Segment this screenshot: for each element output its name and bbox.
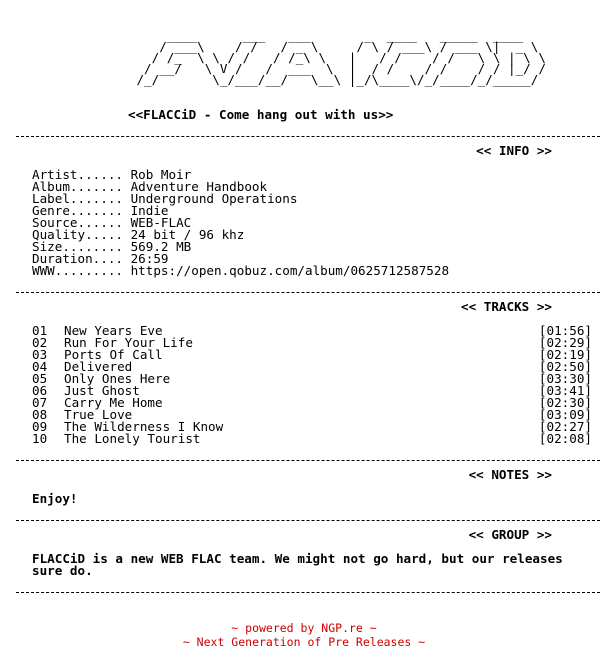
divider — [16, 520, 600, 521]
info-row — [32, 239, 192, 254]
info-row — [32, 251, 169, 266]
track-number: 10 — [32, 431, 48, 446]
track-title: Just Ghost — [64, 383, 140, 398]
track-row — [32, 407, 592, 422]
divider — [16, 136, 600, 137]
track-duration: [02:30] — [538, 395, 592, 410]
track-duration: [02:50] — [538, 359, 592, 374]
track-duration: [01:56] — [538, 323, 592, 338]
track-number: 04 — [32, 359, 48, 374]
track-row — [32, 419, 592, 434]
track-number: 05 — [32, 371, 48, 386]
track-number: 02 — [32, 335, 48, 350]
info-row — [32, 167, 192, 182]
section-header-info: << INFO >> — [476, 143, 552, 158]
track-duration: [03:41] — [538, 383, 592, 398]
track-number: 06 — [32, 383, 48, 398]
info-value: WEB-FLAC — [130, 215, 192, 230]
track-duration: [02:08] — [538, 431, 592, 446]
track-duration: [02:29] — [538, 335, 592, 350]
section-header-notes: << NOTES >> — [468, 467, 552, 482]
section-header-group: << GROUP >> — [468, 527, 552, 542]
info-value: 24 bit / 96 khz — [130, 227, 245, 242]
info-value: 26:59 — [130, 251, 169, 266]
info-value: https://open.qobuz.com/album/0625712587528 — [130, 263, 450, 278]
info-row — [32, 203, 169, 218]
track-row — [32, 359, 592, 374]
track-number: 07 — [32, 395, 48, 410]
divider — [16, 592, 600, 593]
track-row — [32, 383, 592, 398]
info-key: Album....... — [32, 179, 123, 194]
track-title: Ports Of Call — [64, 347, 163, 362]
track-duration: [03:30] — [538, 371, 592, 386]
group-text-line-1: FLACCiD is a new WEB FLAC team. We might not go hard, but our releases — [32, 551, 563, 566]
info-key: Label....... — [32, 191, 123, 206]
info-key: Genre....... — [32, 203, 123, 218]
section-header-tracks: << TRACKS >> — [461, 299, 552, 314]
track-title: Carry Me Home — [64, 395, 163, 410]
track-duration: [02:19] — [538, 347, 592, 362]
info-key: Source...... — [32, 215, 123, 230]
track-title: Only Ones Here — [64, 371, 171, 386]
track-number: 01 — [32, 323, 48, 338]
group-text-line-2: sure do. — [32, 563, 93, 578]
divider — [16, 292, 600, 293]
track-row — [32, 323, 592, 338]
track-title: Run For Your Life — [64, 335, 193, 350]
track-row — [32, 371, 592, 386]
track-number: 03 — [32, 347, 48, 362]
info-key: Artist...... — [32, 167, 123, 182]
info-row — [32, 215, 192, 230]
info-row — [32, 179, 268, 194]
info-value: Rob Moir — [130, 167, 192, 182]
divider — [16, 460, 600, 461]
info-key: Quality..... — [32, 227, 123, 242]
info-value: Adventure Handbook — [130, 179, 268, 194]
track-title: New Years Eve — [64, 323, 163, 338]
track-row — [32, 395, 592, 410]
info-key: Duration.... — [32, 251, 123, 266]
track-title: True Love — [64, 407, 133, 422]
track-duration: [02:27] — [538, 419, 592, 434]
footer-tagline: ~ Next Generation of Pre Releases ~ — [182, 635, 426, 649]
track-title: Delivered — [64, 359, 133, 374]
info-key: Size........ — [32, 239, 123, 254]
info-row — [32, 191, 298, 206]
track-title: The Wilderness I Know — [64, 419, 224, 434]
tagline: <<FLACCiD - Come hang out with us>> — [128, 107, 394, 122]
info-key: WWW......... — [32, 263, 123, 278]
info-value: 569.2 MB — [130, 239, 192, 254]
track-row — [32, 431, 592, 446]
track-number: 08 — [32, 407, 48, 422]
info-value: Indie — [130, 203, 169, 218]
footer-powered-by: ~ powered by NGP.re ~ — [231, 621, 377, 635]
track-row — [32, 347, 592, 362]
track-duration: [03:09] — [538, 407, 592, 422]
info-row — [32, 227, 245, 242]
track-row — [32, 335, 592, 350]
info-value: Underground Operations — [130, 191, 298, 206]
flaccid-ascii-logo: ____ ___ ___ _ ____ _____ ____ / ___\ / / / _ \ / \ / ___\ / ___ \| _ \ / /_ \ \ / / / /_\ \ | / / / / \ \ | \ \ / __/ \ V / / ___ \ | / / / / / / |_/ / /_/ \_/___/__/ \__\ |_/\____\/_/____/_/_____/ — [136, 28, 546, 87]
track-number: 09 — [32, 419, 48, 434]
info-row — [32, 263, 450, 278]
track-title: The Lonely Tourist — [64, 431, 201, 446]
notes-text: Enjoy! — [32, 491, 78, 506]
